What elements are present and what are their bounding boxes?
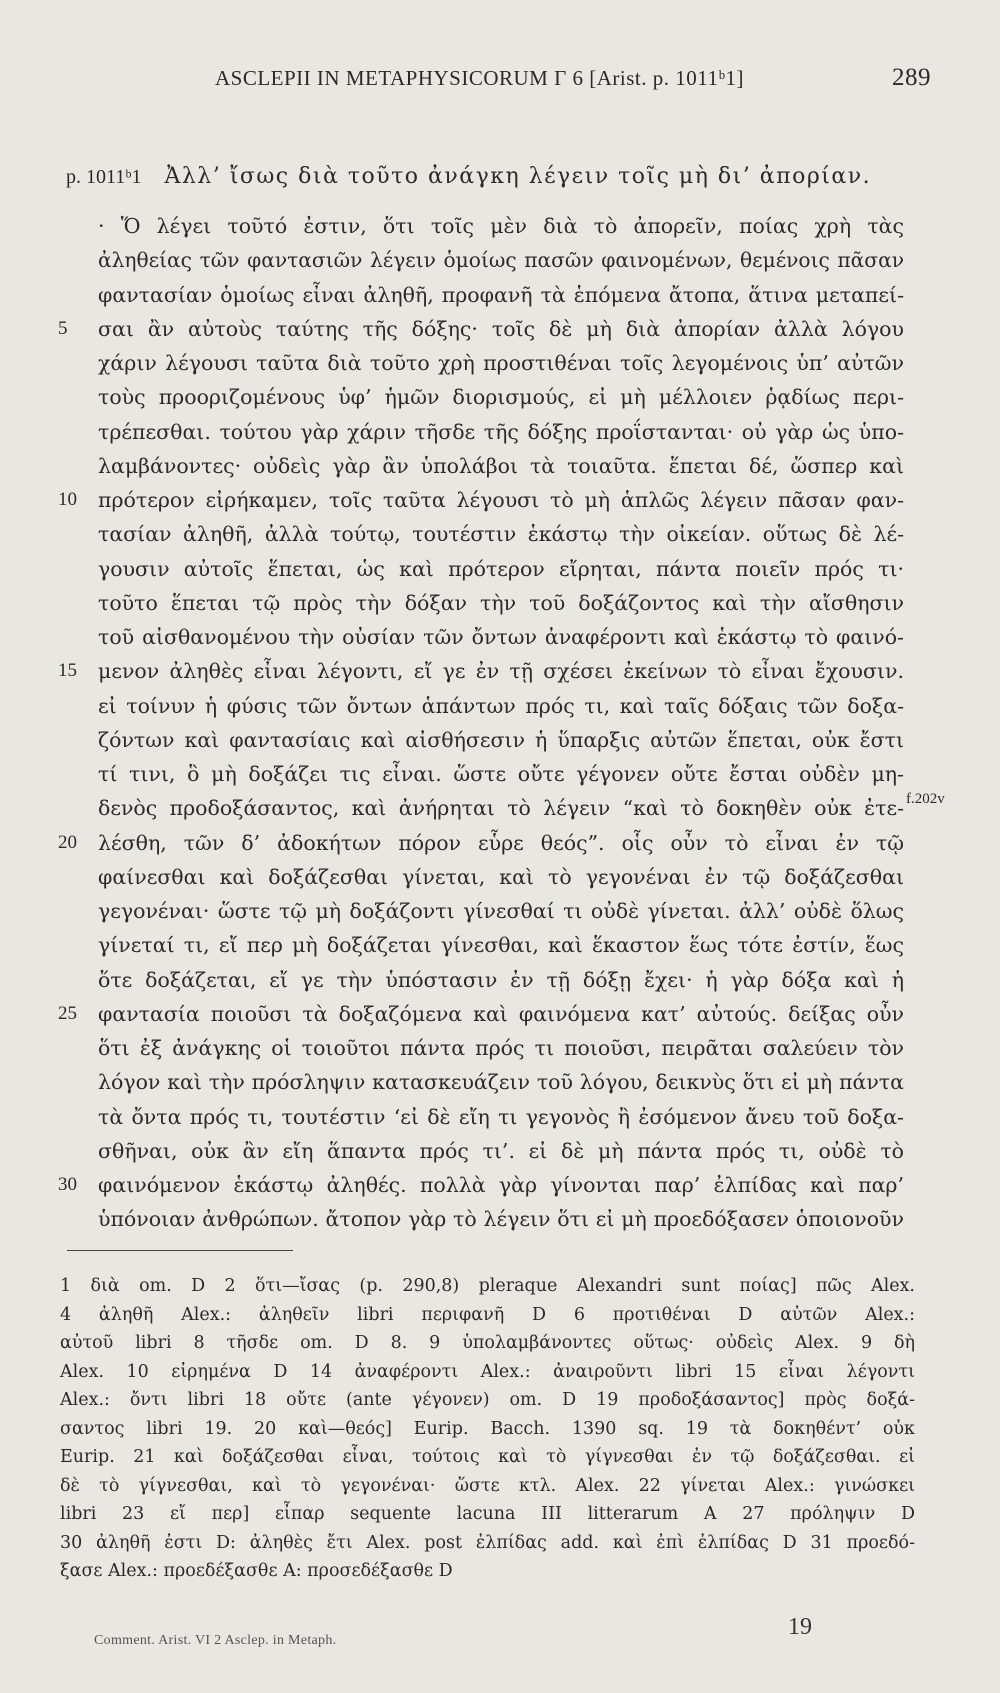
text-line: τασίαν ἀληθῆ, ἀλλὰ τούτῳ, τουτέστιν ἑκάστῳ τὴν οἰκείαν. οὕτως δὲ λέ- [98, 522, 904, 547]
apparatus-line: σαντος libri 19. 20 καὶ—θεός] Eurip. Bacch. 1390 sq. 19 τὰ δοκηθέντ’ οὐκ [60, 1418, 915, 1439]
lemma-reference: p. 1011ᵇ1 [66, 166, 142, 188]
text-line: χάριν λέγουσι ταῦτα διὰ τοῦτο χρὴ προστιθέναι τοῖς λεγομένοις ὑπ’ αὐτῶν [98, 351, 904, 375]
line-number: 10 [58, 489, 77, 510]
text-line: φαίνεσθαι καὶ δοξάζεσθαι γίνεται, καὶ τὸ γεγονέναι ἐν τῷ δοξάζεσθαι [98, 864, 904, 889]
text-line: τί τινι, ὃ μὴ δοξάζει τις εἶναι. ὥστε οὔτε γέγονεν οὔτε ἔσται οὐδὲν μη- [98, 762, 904, 786]
text-line: λέσθη, τῶν δ’ ἀδοκήτων πόρον εὗρε θεός”. οἷς οὖν τὸ εἶναι ἐν τῷ [98, 830, 904, 855]
apparatus-line: αὐτοῦ libri 8 τῆσδε om. D 8. 9 ὑπολαμβάνοντες οὕτως· οὐδεὶς Alex. 9 δὴ [60, 1333, 915, 1353]
text-line: τρέπεσθαι. τούτου γὰρ χάριν τῆσδε τῆς δόξης προΐστανται· οὐ γὰρ ὡς ὑπο- [98, 419, 904, 444]
text-line: ὅτε δοξάζεται, εἴ γε τὴν ὑπόστασιν ἐν τῇ δόξῃ ἔχει· ἡ γὰρ δόξα καὶ ἡ [98, 967, 904, 992]
text-line: φαντασίαν ὁμοίως εἶναι ἀληθῆ, προφανῆ τὰ ἑπόμενα ἄτοπα, ἅτινα μεταπεί- [98, 282, 904, 307]
folio-margin-note: f.202v [906, 791, 945, 807]
text-line: γεγονέναι· ὥστε τῷ μὴ δοξάζοντι γίνεσθαί τι οὐδὲ γίνεται. ἀλλ’ οὐδὲ ὅλως [98, 899, 904, 923]
text-line: ζόντων καὶ φαντασίαις καὶ αἰσθήσεσιν ἡ ὕπαρξις αὐτῶν ἕπεται, οὐκ ἔστι [98, 727, 904, 752]
text-line: ὅτι ἐξ ἀνάγκης οἱ τοιοῦτοι πάντα πρός τι ποιοῦσι, πειρᾶται σαλεύειν τὸν [98, 1036, 904, 1060]
apparatus-line: δὲ τὸ γίγνεσθαι, καὶ τὸ γεγονέναι· ὥστε κτλ. Alex. 22 γίνεται Alex.: γινώσκει [60, 1475, 915, 1496]
text-line: δενὸς προδοξάσαντος, καὶ ἀνήρηται τὸ λέγειν “καὶ τὸ δοκηθὲν οὐκ ἐτε- [98, 796, 904, 821]
text-line: φαινόμενον ἑκάστῳ ἀληθές. πολλὰ γὰρ γίνονται παρ’ ἐλπίδας καὶ παρ’ [98, 1173, 904, 1197]
gathering-signature: 19 [788, 1614, 812, 1640]
running-header [215, 66, 935, 96]
line-number: 15 [58, 660, 77, 682]
apparatus-line: Eurip. 21 καὶ δοξάζεσθαι εἶναι, τούτοις καὶ τὸ γίγνεσθαι ἐν τῷ δοξάζεσθαι. εἰ [60, 1447, 915, 1467]
line-number: 30 [58, 1174, 77, 1195]
apparatus-line: ξασε Alex.: προεδέξασθε A: προσεδέξασθε D [60, 1561, 453, 1581]
text-line: σαι ἂν αὐτοὺς ταύτης τῆς δόξης· τοῖς δὲ μὴ διὰ ἀπορίαν ἀλλὰ λόγου [98, 316, 904, 341]
apparatus-line: 30 ἀληθῆ ἐστι D: ἀληθὲς ἔτι Alex. post ἐλπίδας add. καὶ ἐπὶ ἐλπίδας D 31 προεδό- [60, 1532, 915, 1553]
apparatus-line: 1 διὰ om. D 2 ὅτι—ἴσας (p. 290,8) pleraque Alexandri sunt ποίας] πῶς Alex. [60, 1276, 915, 1296]
text-line: γίνεταί τι, εἴ περ μὴ δοξάζεται γίνεσθαι, καὶ ἕκαστον ἕως τότε ἐστίν, ἕως [98, 933, 904, 958]
running-title: ASCLEPII IN METAPHYSICORUM Γ 6 [Arist. p. 1011ᵇ1] [215, 66, 744, 90]
text-line: τὰ ὄντα πρός τι, τουτέστιν ‘εἰ δὲ εἴη τι γεγονὸς ἢ ἐσόμενον ἄνευ τοῦ δοξα- [98, 1104, 904, 1129]
text-line: μενον ἀληθὲς εἶναι λέγοντι, εἴ γε ἐν τῇ σχέσει ἐκείνων τὸ εἶναι ἔχουσιν. [98, 659, 904, 684]
line-number: 20 [58, 831, 77, 853]
text-line: τοὺς προοριζομένους ὑφ’ ἡμῶν διορισμούς, εἰ μὴ μέλλοιεν ῥᾳδίως περι- [98, 385, 904, 410]
footnote-rule [67, 1250, 293, 1251]
text-line: εἰ τοίνυν ἡ φύσις τῶν ὄντων ἁπάντων πρός τι, καὶ ταῖς δόξαις τῶν δοξα- [98, 693, 904, 718]
footer-signature-line: Comment. Arist. VI 2 Asclep. in Metaph. [94, 1633, 337, 1648]
line-number: 5 [58, 317, 68, 339]
apparatus-line: Alex. 10 εἰρημένα D 14 ἀναφέροντι Alex.: ἀναιροῦντι libri 15 εἶναι λέγοντι [60, 1361, 915, 1382]
lemma-quote: Ἀλλ’ ἴσως διὰ τοῦτο ἀνάγκη λέγειν τοῖς μὴ δι’ ἀπορίαν. [164, 164, 872, 189]
text-line: πρότερον εἰρήκαμεν, τοῖς ταῦτα λέγουσι τὸ μὴ ἁπλῶς λέγειν πᾶσαν φαν- [98, 488, 904, 512]
apparatus-line: libri 23 εἴ περ] εἶπαρ sequente lacuna III litterarum A 27 πρόληψιν D [60, 1504, 915, 1524]
text-line: τοῦ αἰσθανομένου τὴν οὐσίαν τῶν ὄντων ἀναφέροντι καὶ ἑκάστῳ τὸ φαινό- [98, 625, 904, 649]
text-line: τοῦτο ἕπεται τῷ πρὸς τὴν δόξαν τὴν τοῦ δοξάζοντος καὶ τὴν αἴσθησιν [98, 590, 904, 615]
text-line: λαμβάνοντες· οὐδεὶς γὰρ ἂν ὑπολάβοι τὰ τοιαῦτα. ἕπεται δέ, ὥσπερ καὶ [98, 453, 904, 478]
line-number: 25 [58, 1002, 77, 1024]
apparatus-line: Alex.: ὄντι libri 18 οὔτε (ante γέγονεν) om. D 19 προδοξάσαντος] πρὸς δοξά- [60, 1390, 915, 1410]
lemma-line [66, 164, 926, 189]
apparatus-line: 4 ἀληθῆ Alex.: ἀληθεῖν libri περιφανῆ D 6 προτιθέναι D αὐτῶν Alex.: [60, 1304, 915, 1325]
text-line: ὑπόνοιαν ἀνθρώπων. ἄτοπον γὰρ τὸ λέγειν ὅτι εἰ μὴ προεδόξασεν ὁποιονοῦν [98, 1207, 904, 1232]
text-line: ἀληθείας τῶν φαντασιῶν λέγειν ὁμοίως πασῶν φαινομένων, θεμένοις πᾶσαν [98, 248, 904, 273]
page-number: 289 [892, 64, 931, 91]
text-line: γουσιν αὐτοῖς ἕπεται, ὡς καὶ πρότερον εἴρηται, πάντα ποιεῖν πρός τι· [98, 556, 904, 581]
text-line: · Ὅ λέγει τοῦτό ἐστιν, ὅτι τοῖς μὲν διὰ τὸ ἀπορεῖν, ποίας χρὴ τὰς [98, 214, 904, 238]
text-line: λόγον καὶ τὴν πρόσληψιν κατασκευάζειν τοῦ λόγου, δεικνὺς ὅτι εἰ μὴ πάντα [98, 1070, 904, 1095]
text-line: φαντασία ποιοῦσι τὰ δοξαζόμενα καὶ φαινόμενα κατ’ αὐτούς. δείξας οὖν [98, 1001, 904, 1026]
text-line: σθῆναι, οὐκ ἂν εἴη ἅπαντα πρός τι’. εἰ δὲ μὴ πάντα πρός τι, οὐδὲ τὸ [98, 1138, 904, 1163]
